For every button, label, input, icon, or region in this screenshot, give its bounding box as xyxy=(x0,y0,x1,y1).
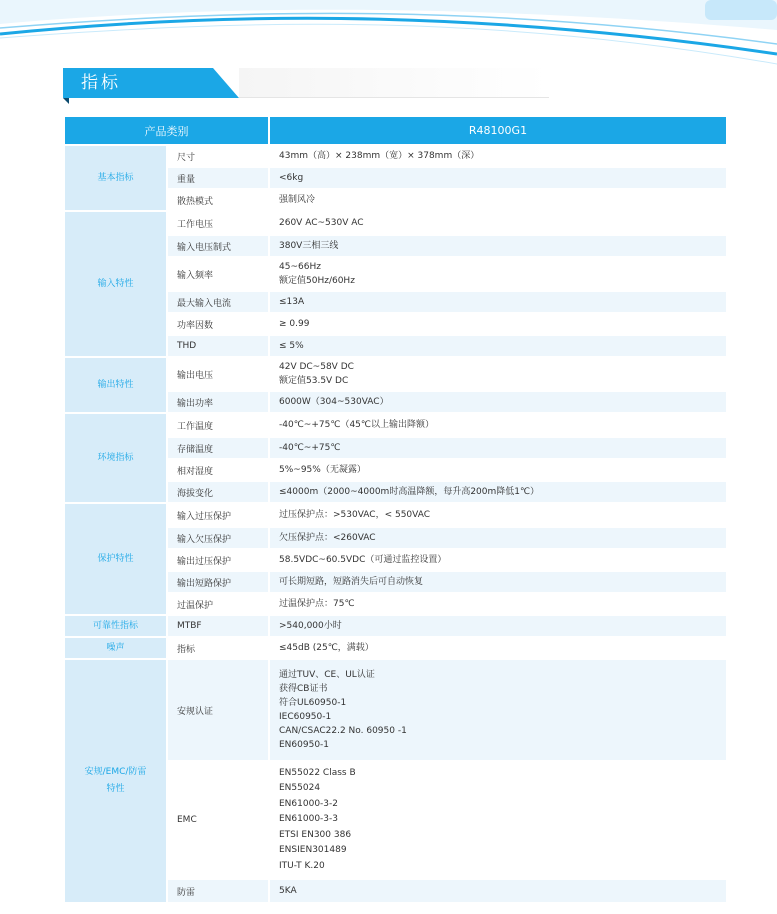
group-output: 输出特性 xyxy=(64,357,167,413)
group-protection: 保护特性 xyxy=(64,503,167,615)
group-basic: 基本指标 xyxy=(64,145,167,211)
value-line: 符合UL60950-1 xyxy=(279,698,347,708)
value-line: EN55022 Class B xyxy=(279,767,356,778)
row-value: 380V三相三线 xyxy=(269,235,727,257)
row-value: >540,000小时 xyxy=(269,615,727,637)
row-value: ≤4000m（2000~4000m时高温降额，每升高200m降低1℃） xyxy=(269,481,727,503)
row-label: 输入频率 xyxy=(167,257,269,291)
row-value: ≤13A xyxy=(269,291,727,313)
row-label: EMC xyxy=(167,761,269,879)
table-row xyxy=(64,637,727,659)
row-label: 输入欠压保护 xyxy=(167,527,269,549)
section-header-underline xyxy=(239,97,549,98)
row-value: 5%~95%（无凝露） xyxy=(269,459,727,481)
row-value: ≤ 5% xyxy=(269,335,727,357)
row-label: 输出过压保护 xyxy=(167,549,269,571)
row-value xyxy=(269,761,727,879)
row-label: 重量 xyxy=(167,167,269,189)
row-label: 过温保护 xyxy=(167,593,269,615)
table-row xyxy=(64,357,727,391)
value-line: ENSIEN301489 xyxy=(279,845,347,856)
spec-table xyxy=(63,115,728,904)
value-line: EN61000-3-2 xyxy=(279,798,338,809)
table-row xyxy=(64,615,727,637)
row-value xyxy=(269,659,727,761)
table-row xyxy=(64,503,727,527)
row-label: 输入过压保护 xyxy=(167,503,269,527)
row-label: 工作温度 xyxy=(167,413,269,437)
row-value: 过压保护点：>530VAC，< 550VAC xyxy=(269,503,727,527)
value-line: 45~66Hz xyxy=(279,262,321,272)
row-value xyxy=(269,357,727,391)
row-value: 58.5VDC~60.5VDC（可通过监控设置） xyxy=(269,549,727,571)
row-value: 6000W（304~530VAC） xyxy=(269,391,727,413)
row-value: 欠压保护点：<260VAC xyxy=(269,527,727,549)
value-line: 获得CB证书 xyxy=(279,684,328,694)
row-value: 过温保护点：75℃ xyxy=(269,593,727,615)
row-label: 输出短路保护 xyxy=(167,571,269,593)
row-label: 尺寸 xyxy=(167,145,269,167)
row-value: -40℃~+75℃（45℃以上输出降额） xyxy=(269,413,727,437)
table-row xyxy=(64,145,727,167)
section-title: 指标 xyxy=(81,73,121,93)
section-header-fade xyxy=(239,68,549,98)
group-environment: 环境指标 xyxy=(64,413,167,503)
row-label: 防雷 xyxy=(167,879,269,903)
row-value: <6kg xyxy=(269,167,727,189)
row-label: 存储温度 xyxy=(167,437,269,459)
row-label: 安规认证 xyxy=(167,659,269,761)
row-label: 输入电压制式 xyxy=(167,235,269,257)
row-label: 散热模式 xyxy=(167,189,269,211)
row-value: 43mm（高）× 238mm（宽）× 378mm（深） xyxy=(269,145,727,167)
row-value: 可长期短路，短路消失后可自动恢复 xyxy=(269,571,727,593)
group-name-line: 特性 xyxy=(106,784,125,794)
row-label: THD xyxy=(167,335,269,357)
value-line: 42V DC~58V DC xyxy=(279,362,354,372)
value-line: 额定值53.5V DC xyxy=(279,376,349,386)
value-line: EN60950-1 xyxy=(279,740,330,750)
row-value: 强制风冷 xyxy=(269,189,727,211)
value-line: EN55024 xyxy=(279,783,321,794)
group-input: 输入特性 xyxy=(64,211,167,357)
row-value: 5KA xyxy=(269,879,727,903)
value-line: IEC60950-1 xyxy=(279,712,332,722)
section-header xyxy=(63,68,553,100)
section-tab-fold xyxy=(63,98,69,104)
table-row xyxy=(64,413,727,437)
header-category: 产品类别 xyxy=(64,116,269,145)
row-label: 指标 xyxy=(167,637,269,659)
row-value: -40℃~+75℃ xyxy=(269,437,727,459)
row-label: 输出功率 xyxy=(167,391,269,413)
row-label: 相对湿度 xyxy=(167,459,269,481)
header-swoosh-decoration xyxy=(0,0,777,70)
row-value xyxy=(269,257,727,291)
table-header-row xyxy=(64,116,727,145)
value-line: CAN/CSAC22.2 No. 60950 -1 xyxy=(279,726,407,736)
row-label: 功率因数 xyxy=(167,313,269,335)
value-line: 通过TUV、CE、UL认证 xyxy=(279,670,375,680)
group-noise: 噪声 xyxy=(64,637,167,659)
group-safety-emc xyxy=(64,659,167,903)
row-label: 最大输入电流 xyxy=(167,291,269,313)
row-value: ≥ 0.99 xyxy=(269,313,727,335)
value-line: 额定值50Hz/60Hz xyxy=(279,276,355,286)
header-model: R48100G1 xyxy=(269,116,727,145)
group-reliability: 可靠性指标 xyxy=(64,615,167,637)
table-row xyxy=(64,211,727,235)
row-label: MTBF xyxy=(167,615,269,637)
value-line: ETSI EN300 386 xyxy=(279,829,352,840)
row-label: 海拔变化 xyxy=(167,481,269,503)
value-line: EN61000-3-3 xyxy=(279,814,338,825)
row-label: 工作电压 xyxy=(167,211,269,235)
table-row xyxy=(64,659,727,761)
row-value: ≤45dB (25℃，满载） xyxy=(269,637,727,659)
value-line: ITU-T K.20 xyxy=(279,860,325,871)
group-name-line: 安规/EMC/防雷 xyxy=(84,767,147,777)
row-value: 260V AC~530V AC xyxy=(269,211,727,235)
row-label: 输出电压 xyxy=(167,357,269,391)
